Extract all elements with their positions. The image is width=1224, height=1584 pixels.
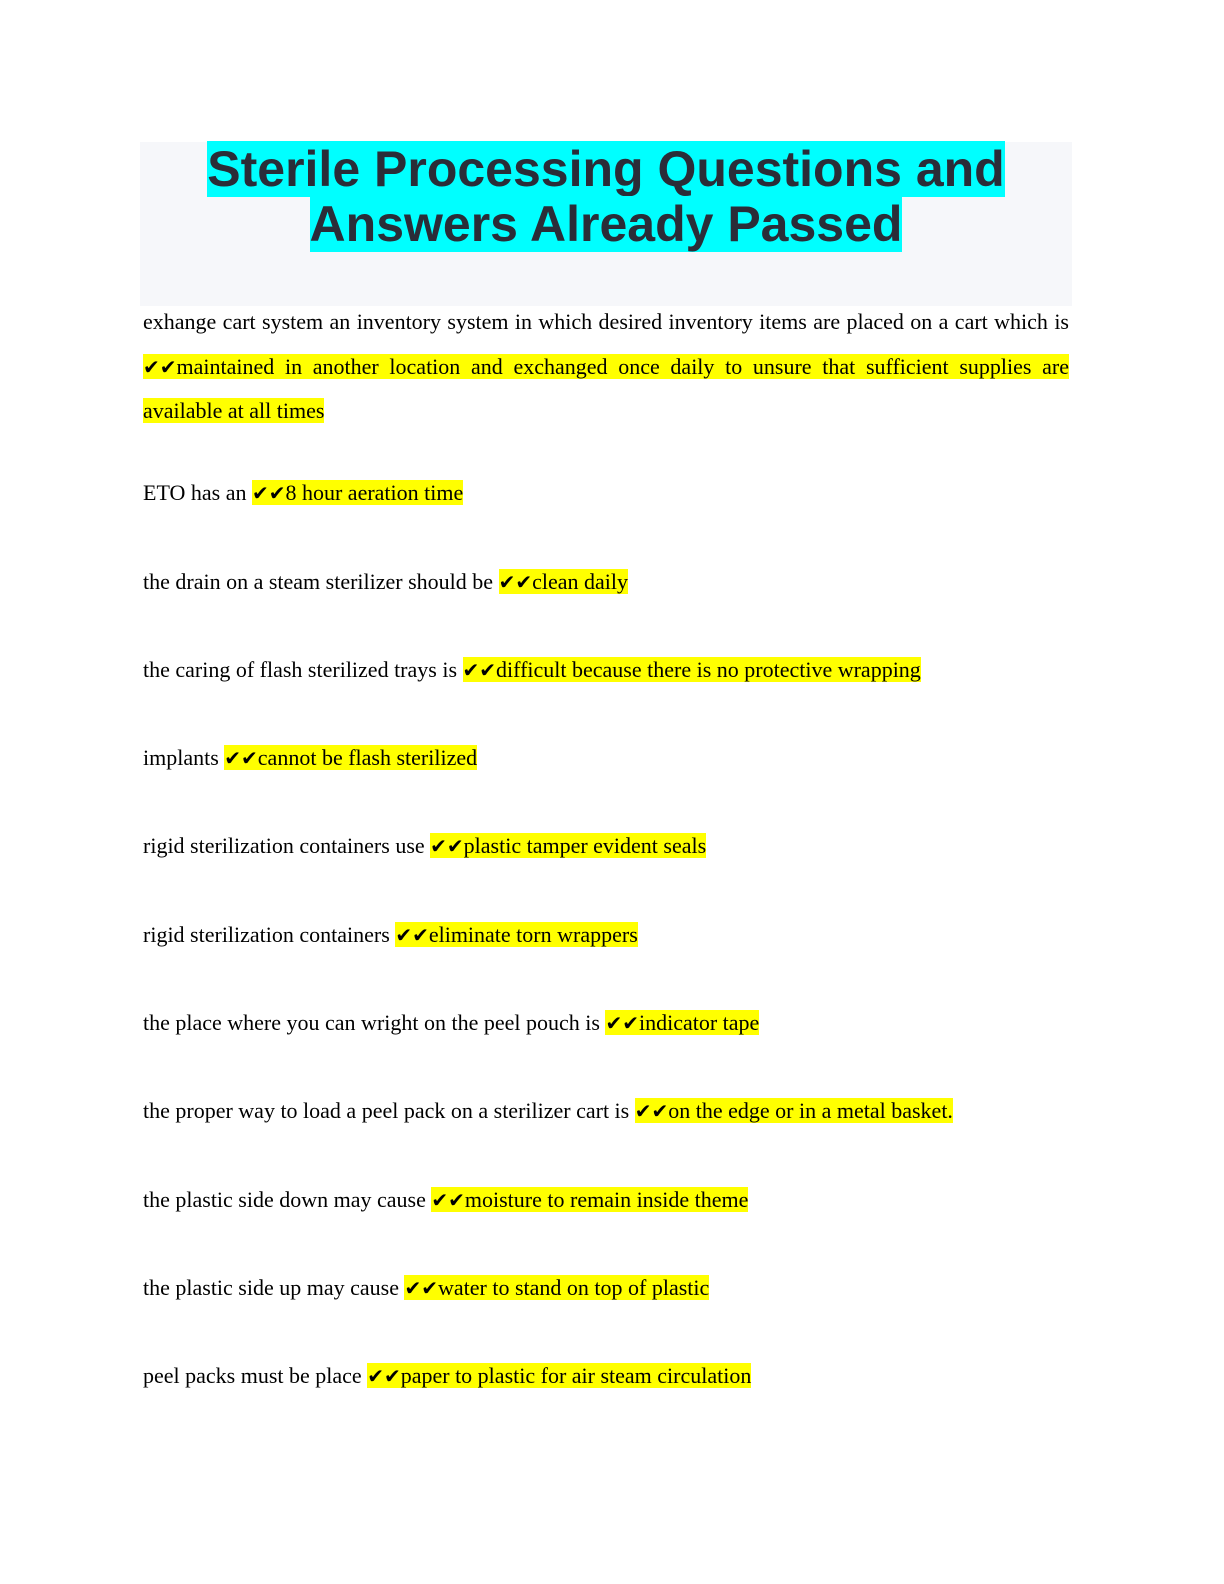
- answer-text: water to stand on top of plastic: [438, 1275, 710, 1300]
- answer-text: paper to plastic for air steam circulation: [400, 1363, 752, 1388]
- answer-highlight: [431, 1187, 748, 1212]
- answer-highlight: [143, 354, 1069, 424]
- double-check-icon: ✔✔: [462, 658, 497, 682]
- double-check-icon: ✔✔: [224, 746, 258, 770]
- double-check-icon: ✔✔: [430, 834, 464, 858]
- qa-item: [143, 1010, 1069, 1036]
- answer-text: eliminate torn wrappers: [428, 922, 638, 947]
- qa-item: [143, 300, 1069, 434]
- question-text: the plastic side down may cause: [143, 1187, 426, 1212]
- double-check-icon: ✔✔: [251, 481, 286, 505]
- qa-item: [143, 745, 1069, 771]
- answer-highlight: [404, 1275, 709, 1300]
- double-check-icon: ✔✔: [431, 1188, 465, 1212]
- answer-text: plastic tamper evident seals: [463, 833, 707, 858]
- double-check-icon: ✔✔: [367, 1364, 401, 1388]
- qa-item: [143, 922, 1069, 948]
- answer-highlight: [605, 1010, 759, 1035]
- double-check-icon: ✔✔: [605, 1011, 639, 1035]
- question-text: implants: [143, 745, 219, 770]
- qa-item: [143, 1275, 1069, 1301]
- qa-item: [143, 1363, 1069, 1389]
- qa-item: [143, 657, 1069, 683]
- answer-text: maintained in another location and exchanged once daily to unsure that sufficient supplies are available at all times: [143, 353, 1069, 423]
- question-text: the drain on a steam sterilizer should be: [143, 569, 494, 594]
- answer-text: 8 hour aeration time: [285, 480, 464, 505]
- qa-item: [143, 1098, 1069, 1124]
- double-check-icon: ✔✔: [498, 570, 533, 594]
- answer-text: difficult because there is no protective wrapping: [496, 657, 921, 682]
- question-text: rigid sterilization containers: [143, 922, 390, 947]
- double-check-icon: ✔✔: [143, 354, 177, 379]
- answer-text: indicator tape: [638, 1010, 760, 1035]
- question-text: ETO has an: [143, 480, 247, 505]
- answer-highlight: [367, 1363, 751, 1388]
- document-title: Sterile Processing Questions and Answers Already Passed: [207, 141, 1005, 252]
- question-text: the plastic side up may cause: [143, 1275, 399, 1300]
- double-check-icon: ✔✔: [634, 1099, 669, 1123]
- question-text: the place where you can wright on the peel pouch is: [143, 1010, 600, 1035]
- answer-highlight: [395, 922, 637, 947]
- question-text: exhange cart system an inventory system in which desired inventory items are placed on a cart which is: [143, 309, 1069, 334]
- qa-item: [143, 569, 1069, 595]
- qa-item: [143, 833, 1069, 859]
- question-text: the proper way to load a peel pack on a sterilizer cart is: [143, 1098, 630, 1123]
- answer-text: clean daily: [532, 569, 628, 594]
- answer-text: moisture to remain inside theme: [464, 1187, 749, 1212]
- question-text: peel packs must be place: [143, 1363, 362, 1388]
- qa-item: [143, 480, 1069, 506]
- answer-highlight: [463, 657, 921, 682]
- answer-highlight: [635, 1098, 953, 1123]
- question-text: the caring of flash sterilized trays is: [143, 657, 458, 682]
- answer-text: cannot be flash sterilized: [257, 745, 478, 770]
- answer-highlight: [430, 833, 706, 858]
- answer-highlight: [224, 745, 477, 770]
- double-check-icon: ✔✔: [395, 923, 429, 947]
- question-text: rigid sterilization containers use: [143, 833, 425, 858]
- answer-text: on the edge or in a metal basket.: [668, 1098, 953, 1123]
- double-check-icon: ✔✔: [404, 1276, 438, 1300]
- answer-highlight: [499, 569, 628, 594]
- title-banner: [140, 142, 1072, 306]
- qa-item: [143, 1187, 1069, 1213]
- answer-highlight: [252, 480, 463, 505]
